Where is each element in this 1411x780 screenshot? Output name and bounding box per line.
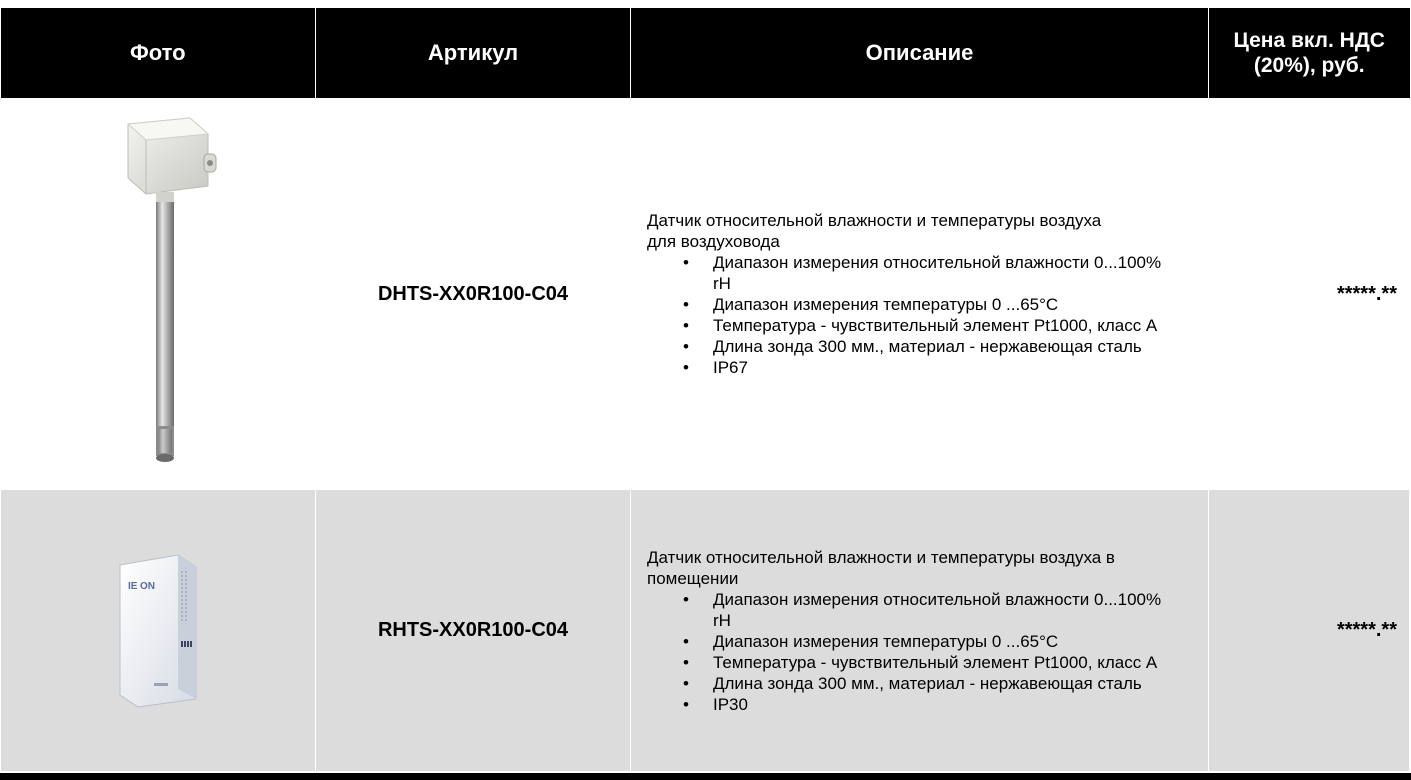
feature-list [637, 589, 1183, 715]
duct-sensor-image [98, 114, 218, 474]
price-table [0, 8, 1410, 772]
header-price: Цена вкл. НДС (20%), руб. [1209, 8, 1410, 99]
bottom-border [0, 773, 1411, 780]
list-item: • Диапазон измерения температуры 0 ...65°C [683, 295, 1059, 314]
description-intro: Датчик относительной влажности и температуры воздуха для воздуховода [647, 211, 1102, 251]
list-item: • IP67 [683, 358, 748, 377]
list-item: • Диапазон измерения температуры 0 ...65°C [683, 631, 1059, 651]
table-header-row [1, 8, 1410, 99]
price-cell: *****.** [1209, 490, 1410, 772]
list-item: • Температура - чувствительный элемент Pt1000, класс A [683, 652, 1158, 672]
list-item: • Диапазон измерения относительной влажности 0...100% rH [683, 253, 1162, 293]
svg-text:IE: IE [128, 580, 138, 592]
list-item: • Температура - чувствительный элемент Pt1000, класс A [683, 316, 1158, 335]
price-cell: *****.** [1209, 99, 1410, 490]
header-description: Описание [631, 8, 1209, 99]
photo-cell [1, 490, 316, 772]
photo-cell [1, 99, 316, 490]
description-cell [631, 99, 1209, 490]
header-photo: Фото [1, 8, 316, 99]
description-cell [631, 490, 1209, 772]
list-item: • Длина зонда 300 мм., материал - нержавеющая сталь [683, 673, 1142, 693]
room-sensor-image [108, 551, 208, 711]
feature-list [637, 252, 1183, 378]
list-item: • Диапазон измерения относительной влажности 0...100% rH [683, 589, 1162, 630]
article-cell: DHTS-XX0R100-C04 [316, 99, 631, 490]
list-item: • Длина зонда 300 мм., материал - нержавеющая сталь [683, 337, 1142, 356]
header-article: Артикул [316, 8, 631, 99]
svg-text:ON: ON [140, 580, 155, 592]
article-cell: RHTS-XX0R100-C04 [316, 490, 631, 772]
table-row [1, 490, 1410, 772]
list-item: • IP30 [683, 694, 748, 714]
table-row [1, 99, 1410, 490]
description-intro: Датчик относительной влажности и температуры воздуха в помещении [647, 547, 1115, 588]
